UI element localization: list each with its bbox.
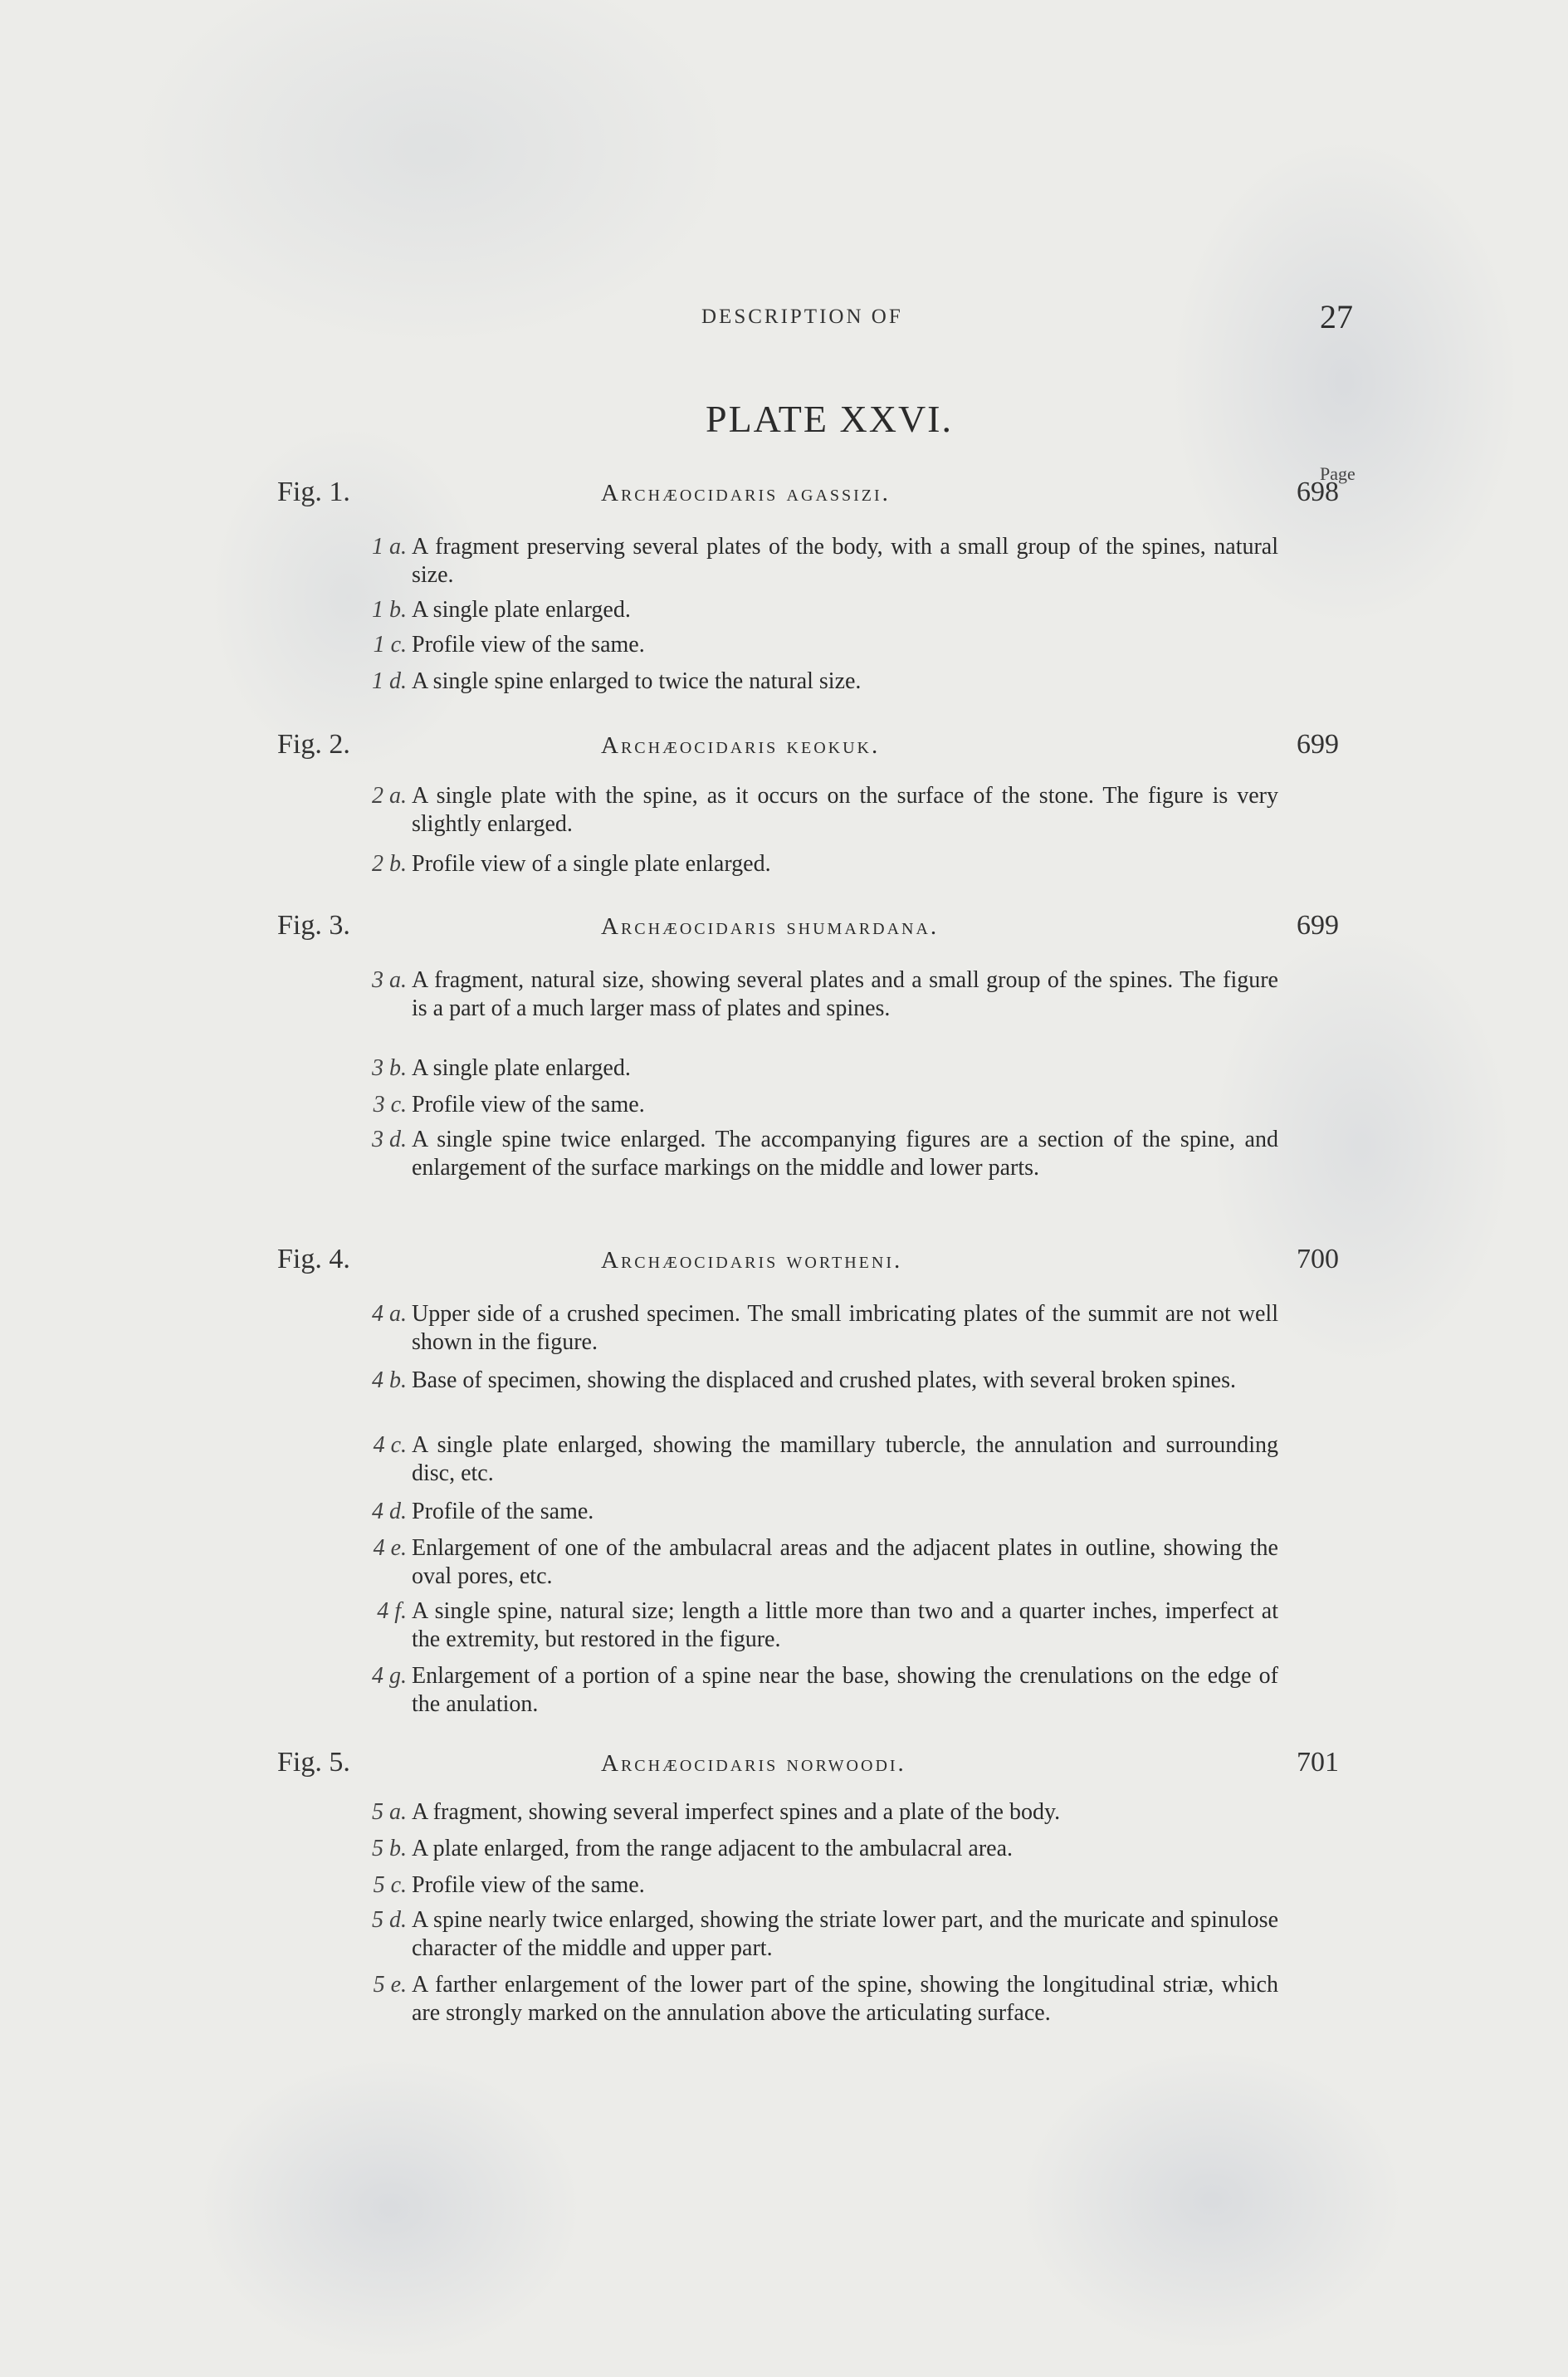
figure-entry bbox=[340, 1662, 1278, 1719]
figure-page-ref: 699 bbox=[1297, 910, 1339, 941]
entry-text: A single plate with the spine, as it occurs on the surface of the stone. The figure is very slightly enlarged. bbox=[412, 783, 1278, 837]
entry-label: 5 a. bbox=[372, 1799, 407, 1825]
page-number: 27 bbox=[1320, 298, 1353, 335]
figure-number: Fig. 5. bbox=[277, 1747, 350, 1778]
entry-text: A plate enlarged, from the range adjacent to the ambulacral area. bbox=[412, 1836, 1014, 1861]
figure-page-ref: 698 bbox=[1297, 477, 1339, 507]
entry-label: 1 b. bbox=[372, 597, 407, 623]
figure-page-ref: 700 bbox=[1297, 1244, 1339, 1274]
figure-page-ref: 701 bbox=[1297, 1747, 1339, 1778]
page-column-label: Page bbox=[1320, 463, 1356, 484]
figure-entry bbox=[340, 782, 1278, 839]
entry-text: Profile view of the same. bbox=[412, 632, 645, 658]
entry-text: Profile view of the same. bbox=[412, 1092, 645, 1118]
figure-entry bbox=[340, 1126, 1278, 1182]
figure-entry bbox=[340, 533, 1278, 589]
entry-label: 5 e. bbox=[373, 1972, 407, 1998]
figure-entry bbox=[340, 1597, 1278, 1654]
figure-entry bbox=[340, 1835, 1278, 1863]
entry-label: 1 a. bbox=[372, 534, 407, 560]
running-head: DESCRIPTION OF bbox=[701, 306, 903, 328]
figure-number: Fig. 4. bbox=[277, 1244, 350, 1274]
figure-entry bbox=[340, 1300, 1278, 1357]
entry-text: Profile view of the same. bbox=[412, 1872, 645, 1898]
figure-heading bbox=[277, 910, 1348, 951]
entry-text: Upper side of a crushed specimen. The small imbricating plates of the summit are not well shown in the figure. bbox=[412, 1301, 1278, 1355]
entry-text: A farther enlargement of the lower part of the spine, showing the longitudinal striæ, which are strongly marked on the annulation above the articulating surface. bbox=[412, 1972, 1278, 2026]
species-name: Archæocidaris norwoodi. bbox=[601, 1750, 906, 1777]
figure-entry bbox=[340, 1971, 1278, 2027]
entry-label: 3 b. bbox=[372, 1055, 407, 1081]
figure-entry bbox=[340, 1054, 1278, 1083]
entry-text: A fragment preserving several plates of the body, with a small group of the spines, natural size. bbox=[412, 534, 1278, 588]
figure-heading bbox=[277, 477, 1348, 518]
figure-page-ref: 699 bbox=[1297, 729, 1339, 760]
figure-heading bbox=[277, 1747, 1348, 1788]
entry-label: 4 g. bbox=[372, 1663, 407, 1689]
figure-entry bbox=[340, 1431, 1278, 1488]
entry-text: A single spine twice enlarged. The accompanying figures are a section of the spine, and enlargement of the surface markings on the middle and lower parts. bbox=[412, 1127, 1278, 1181]
species-name: Archæocidaris wortheni. bbox=[601, 1247, 903, 1274]
entry-text: A single plate enlarged, showing the mamillary tubercle, the annulation and surrounding disc, etc. bbox=[412, 1432, 1278, 1486]
entry-text: Profile view of a single plate enlarged. bbox=[412, 851, 771, 877]
figure-entry bbox=[340, 1906, 1278, 1963]
figure-entry bbox=[340, 1534, 1278, 1591]
entry-text: A single spine enlarged to twice the natural size. bbox=[412, 668, 862, 694]
figure-number: Fig. 2. bbox=[277, 729, 350, 760]
entry-label: 4 e. bbox=[373, 1535, 407, 1561]
entry-text: A single plate enlarged. bbox=[412, 1055, 631, 1081]
entry-label: 1 d. bbox=[372, 668, 407, 694]
entry-text: A spine nearly twice enlarged, showing the striate lower part, and the muricate and spinulose character of the middle and upper part. bbox=[412, 1907, 1278, 1961]
entry-label: 5 b. bbox=[372, 1836, 407, 1861]
figure-number: Fig. 3. bbox=[277, 910, 350, 941]
entry-label: 5 d. bbox=[372, 1907, 407, 1933]
entry-label: 4 a. bbox=[372, 1301, 407, 1327]
figure-entry bbox=[340, 1871, 1278, 1900]
figure-entry bbox=[340, 1798, 1278, 1827]
entry-label: 4 c. bbox=[373, 1432, 407, 1458]
entry-label: 3 d. bbox=[372, 1127, 407, 1152]
entry-label: 3 a. bbox=[372, 967, 407, 993]
figure-entry bbox=[340, 1367, 1278, 1395]
figure-number: Fig. 1. bbox=[277, 477, 350, 507]
entry-text: Enlargement of one of the ambulacral areas and the adjacent plates in outline, showing the oval pores, etc. bbox=[412, 1535, 1278, 1589]
figure-entry bbox=[340, 668, 1278, 696]
entry-text: A fragment, showing several imperfect spines and a plate of the body. bbox=[412, 1799, 1061, 1825]
plate-title: PLATE XXVI. bbox=[706, 398, 953, 440]
entry-text: Base of specimen, showing the displaced and crushed plates, with several broken spines. bbox=[412, 1367, 1236, 1393]
entry-label: 4 d. bbox=[372, 1499, 407, 1524]
figure-heading bbox=[277, 729, 1348, 770]
entry-text: Enlargement of a portion of a spine near the base, showing the crenulations on the edge of the anulation. bbox=[412, 1663, 1278, 1717]
species-name: Archæocidaris agassizi. bbox=[601, 480, 891, 506]
entry-label: 3 c. bbox=[373, 1092, 407, 1118]
figure-entry bbox=[340, 596, 1278, 624]
figure-entry bbox=[340, 966, 1278, 1023]
entry-label: 1 c. bbox=[373, 632, 407, 658]
entry-text: A fragment, natural size, showing several plates and a small group of the spines. The figure is a part of a much larger mass of plates and spines. bbox=[412, 967, 1278, 1021]
figure-entry bbox=[340, 1091, 1278, 1119]
entry-text: Profile of the same. bbox=[412, 1499, 594, 1524]
species-name: Archæocidaris keokuk. bbox=[601, 732, 881, 759]
figure-heading bbox=[277, 1244, 1348, 1285]
entry-text: A single spine, natural size; length a little more than two and a quarter inches, imperfect at the extremity, but restored in the figure. bbox=[412, 1598, 1278, 1652]
figure-entry bbox=[340, 631, 1278, 659]
entry-label: 2 a. bbox=[372, 783, 407, 809]
species-name: Archæocidaris shumardana. bbox=[601, 913, 940, 940]
entry-label: 4 b. bbox=[372, 1367, 407, 1393]
figure-entry bbox=[340, 850, 1278, 878]
entry-label: 2 b. bbox=[372, 851, 407, 877]
entry-text: A single plate enlarged. bbox=[412, 597, 631, 623]
entry-label: 4 f. bbox=[377, 1598, 407, 1624]
figure-entry bbox=[340, 1498, 1278, 1526]
entry-label: 5 c. bbox=[373, 1872, 407, 1898]
